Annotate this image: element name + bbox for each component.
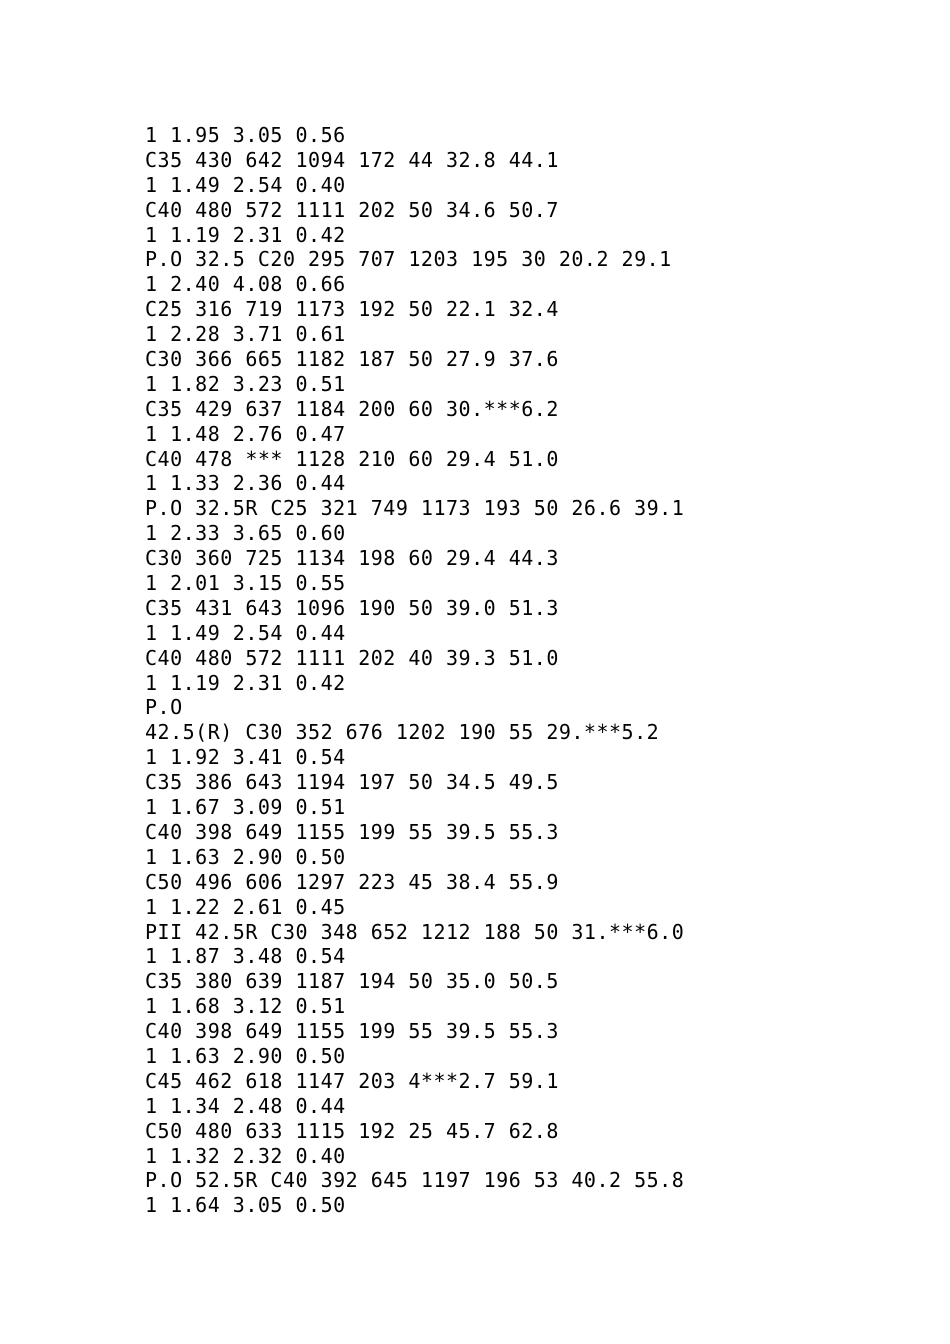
text-line: C30 366 665 1182 187 50 27.9 37.6 bbox=[145, 347, 559, 372]
text-line: 1 1.48 2.76 0.47 bbox=[145, 421, 346, 446]
text-line: C40 480 572 1111 202 40 39.3 51.0 bbox=[145, 645, 559, 670]
text-line: 1 1.63 2.90 0.50 bbox=[145, 1043, 346, 1068]
text-line: 1 1.82 3.23 0.51 bbox=[145, 371, 346, 396]
text-line: 1 2.28 3.71 0.61 bbox=[145, 322, 346, 347]
text-line: C35 380 639 1187 194 50 35.0 50.5 bbox=[145, 969, 559, 994]
text-line: 1 1.68 3.12 0.51 bbox=[145, 994, 346, 1019]
text-line: 42.5(R) C30 352 676 1202 190 55 29.***5.2 bbox=[145, 720, 660, 745]
text-line: 1 1.92 3.41 0.54 bbox=[145, 745, 346, 770]
text-line: 1 1.64 3.05 0.50 bbox=[145, 1193, 346, 1218]
text-line: 1 2.40 4.08 0.66 bbox=[145, 272, 346, 297]
text-line: C40 398 649 1155 199 55 39.5 55.3 bbox=[145, 1019, 559, 1044]
text-line: C40 480 572 1111 202 50 34.6 50.7 bbox=[145, 197, 559, 222]
text-line: 1 1.67 3.09 0.51 bbox=[145, 795, 346, 820]
text-line: P.O 32.5 C20 295 707 1203 195 30 20.2 29.1 bbox=[145, 247, 672, 272]
text-line: C35 429 637 1184 200 60 30.***6.2 bbox=[145, 396, 559, 421]
text-line: C50 496 606 1297 223 45 38.4 55.9 bbox=[145, 869, 559, 894]
text-block bbox=[145, 123, 684, 1218]
text-line: C35 430 642 1094 172 44 32.8 44.1 bbox=[145, 147, 559, 172]
text-line: PII 42.5R C30 348 652 1212 188 50 31.***6.0 bbox=[145, 919, 685, 944]
text-line: P.O bbox=[145, 695, 183, 720]
text-line: C35 386 643 1194 197 50 34.5 49.5 bbox=[145, 770, 559, 795]
text-line: 1 1.95 3.05 0.56 bbox=[145, 123, 346, 147]
text-line: C25 316 719 1173 192 50 22.1 32.4 bbox=[145, 297, 559, 322]
text-line: C50 480 633 1115 192 25 45.7 62.8 bbox=[145, 1118, 559, 1143]
text-line: 1 1.22 2.61 0.45 bbox=[145, 894, 346, 919]
text-line: 1 1.87 3.48 0.54 bbox=[145, 944, 346, 969]
text-line: C40 398 649 1155 199 55 39.5 55.3 bbox=[145, 819, 559, 844]
text-line: 1 1.34 2.48 0.44 bbox=[145, 1093, 346, 1118]
text-line: C40 478 *** 1128 210 60 29.4 51.0 bbox=[145, 446, 559, 471]
text-line: 1 1.32 2.32 0.40 bbox=[145, 1143, 346, 1168]
text-line: 1 1.63 2.90 0.50 bbox=[145, 844, 346, 869]
text-line: 1 1.49 2.54 0.44 bbox=[145, 620, 346, 645]
text-line: 1 1.33 2.36 0.44 bbox=[145, 471, 346, 496]
text-line: 1 1.19 2.31 0.42 bbox=[145, 222, 346, 247]
text-line: C30 360 725 1134 198 60 29.4 44.3 bbox=[145, 546, 559, 571]
text-line: 1 1.49 2.54 0.40 bbox=[145, 172, 346, 197]
text-line: 1 2.33 3.65 0.60 bbox=[145, 521, 346, 546]
text-line: C45 462 618 1147 203 4***2.7 59.1 bbox=[145, 1068, 559, 1093]
text-line: P.O 52.5R C40 392 645 1197 196 53 40.2 55.8 bbox=[145, 1168, 685, 1193]
text-line: P.O 32.5R C25 321 749 1173 193 50 26.6 39.1 bbox=[145, 496, 685, 521]
text-line: 1 1.19 2.31 0.42 bbox=[145, 670, 346, 695]
text-line: 1 2.01 3.15 0.55 bbox=[145, 571, 346, 596]
text-line: C35 431 643 1096 190 50 39.0 51.3 bbox=[145, 595, 559, 620]
